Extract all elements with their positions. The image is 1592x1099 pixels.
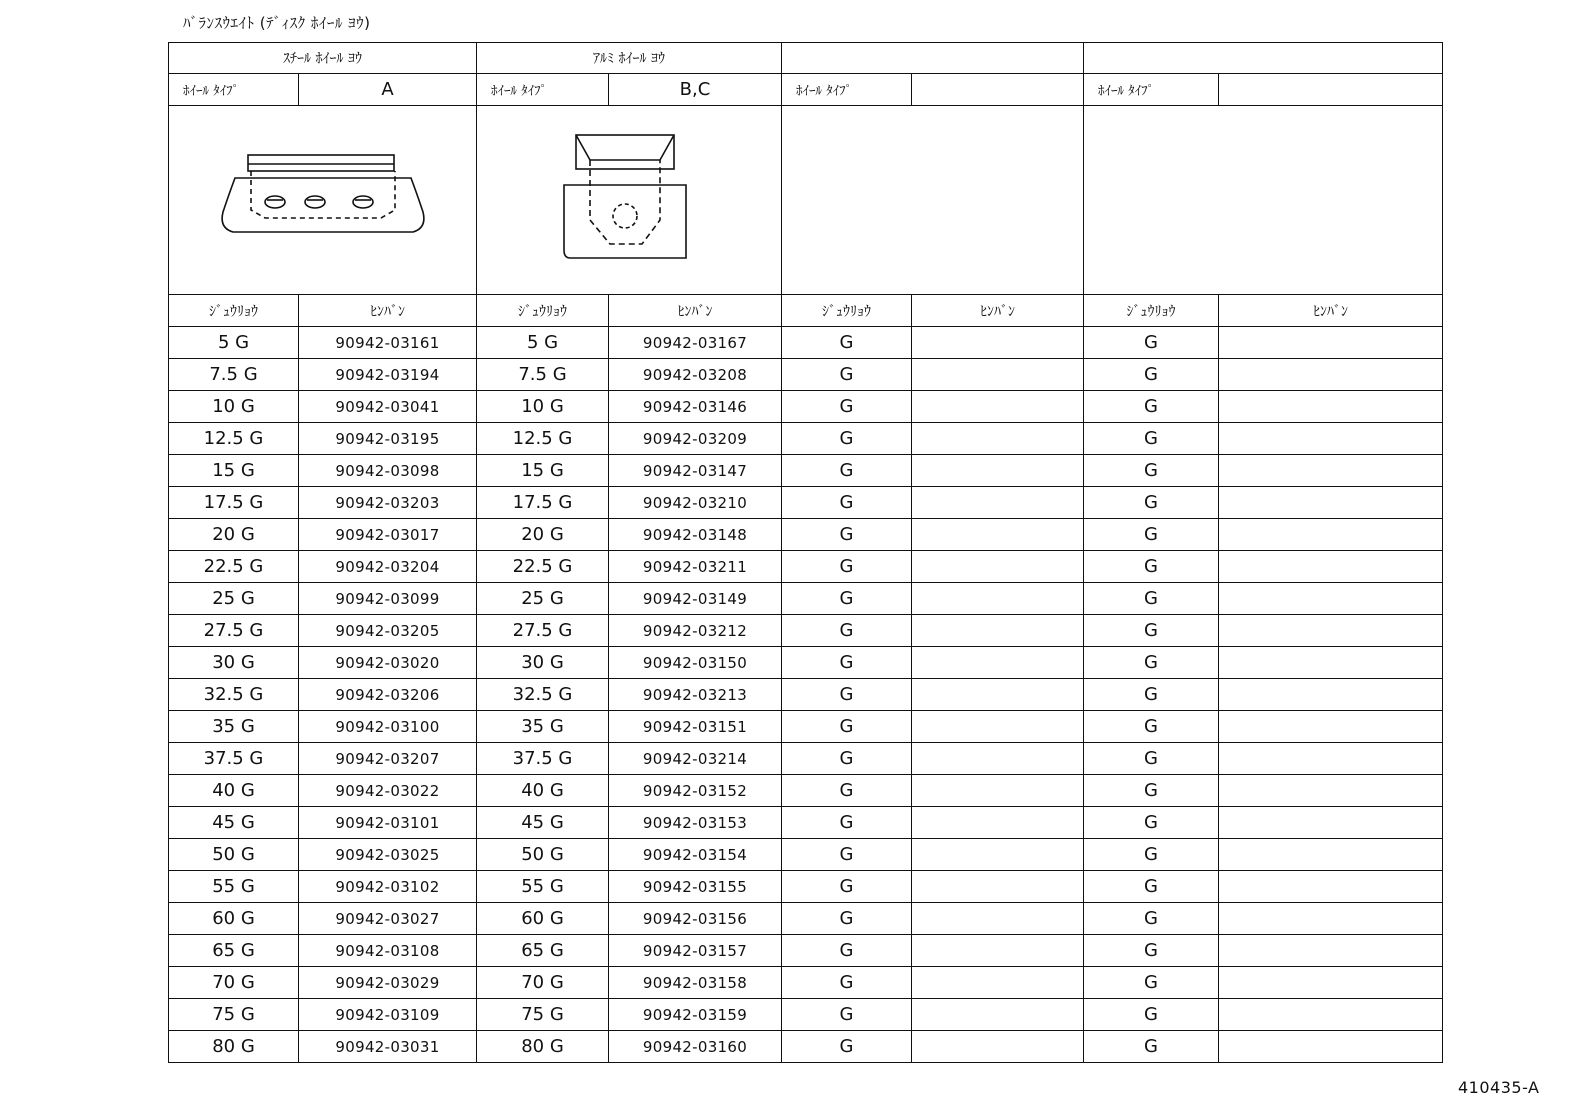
aluminum-weight-cell: 25 G — [477, 583, 609, 615]
aluminum-part-number-cell: 90942-03210 — [609, 487, 782, 519]
steel-weight-cell: 50 G — [169, 839, 299, 871]
group4-part-number-cell — [1219, 615, 1443, 647]
table-row — [169, 423, 1443, 455]
group4-part-number-cell — [1219, 519, 1443, 551]
steel-part-number-cell: 90942-03207 — [299, 743, 477, 775]
steel-part-number-cell: 90942-03206 — [299, 679, 477, 711]
group3-weight-cell: G — [782, 871, 912, 903]
group3-weight-cell: G — [782, 551, 912, 583]
group4-weight-cell: G — [1084, 647, 1219, 679]
group4-weight-cell: G — [1084, 1031, 1219, 1063]
aluminum-weight-cell: 55 G — [477, 871, 609, 903]
group4-part-number-cell — [1219, 391, 1443, 423]
aluminum-weight-cell: 15 G — [477, 455, 609, 487]
column-header-weight: ｼﾞｭｳﾘｮｳ — [782, 295, 912, 327]
table-row — [169, 807, 1443, 839]
group4-weight-cell: G — [1084, 551, 1219, 583]
steel-weight-cell: 30 G — [169, 647, 299, 679]
group4-part-number-cell — [1219, 679, 1443, 711]
steel-part-number-cell: 90942-03017 — [299, 519, 477, 551]
steel-weight-cell: 20 G — [169, 519, 299, 551]
group3-part-number-cell — [912, 871, 1084, 903]
table-row — [169, 743, 1443, 775]
steel-part-number-cell: 90942-03194 — [299, 359, 477, 391]
table-row — [169, 455, 1443, 487]
wheel-type-label: ﾎｲｰﾙ ﾀｲﾌﾟ — [169, 74, 299, 106]
group4-part-number-cell — [1219, 327, 1443, 359]
group4-part-number-cell — [1219, 1031, 1443, 1063]
aluminum-weight-cell: 75 G — [477, 999, 609, 1031]
aluminum-part-number-cell: 90942-03157 — [609, 935, 782, 967]
illustration-cell-3 — [782, 106, 1084, 295]
aluminum-part-number-cell: 90942-03154 — [609, 839, 782, 871]
column-header-part-number: ﾋﾝﾊﾞﾝ — [299, 295, 477, 327]
group3-part-number-cell — [912, 967, 1084, 999]
steel-weight-cell: 22.5 G — [169, 551, 299, 583]
group-header-aluminum: ｱﾙﾐ ﾎｲｰﾙ ﾖｳ — [477, 43, 782, 74]
steel-weight-cell: 75 G — [169, 999, 299, 1031]
table-row — [169, 551, 1443, 583]
group4-part-number-cell — [1219, 743, 1443, 775]
group3-part-number-cell — [912, 487, 1084, 519]
group3-part-number-cell — [912, 807, 1084, 839]
group3-weight-cell: G — [782, 839, 912, 871]
table-row — [169, 711, 1443, 743]
group3-part-number-cell — [912, 679, 1084, 711]
group4-weight-cell: G — [1084, 871, 1219, 903]
aluminum-part-number-cell: 90942-03148 — [609, 519, 782, 551]
group4-weight-cell: G — [1084, 903, 1219, 935]
group3-weight-cell: G — [782, 327, 912, 359]
group4-part-number-cell — [1219, 711, 1443, 743]
steel-weight-cell: 5 G — [169, 327, 299, 359]
group3-part-number-cell — [912, 999, 1084, 1031]
aluminum-weight-cell: 40 G — [477, 775, 609, 807]
table-row — [169, 967, 1443, 999]
steel-weight-cell: 7.5 G — [169, 359, 299, 391]
wheel-type-value — [912, 74, 1084, 106]
group4-part-number-cell — [1219, 967, 1443, 999]
group4-weight-cell: G — [1084, 839, 1219, 871]
aluminum-part-number-cell: 90942-03153 — [609, 807, 782, 839]
group4-weight-cell: G — [1084, 743, 1219, 775]
aluminum-weight-cell: 32.5 G — [477, 679, 609, 711]
aluminum-weight-cell: 17.5 G — [477, 487, 609, 519]
steel-weight-cell: 55 G — [169, 871, 299, 903]
aluminum-part-number-cell: 90942-03152 — [609, 775, 782, 807]
document-code: 410435-A — [1458, 1078, 1540, 1097]
aluminum-part-number-cell: 90942-03211 — [609, 551, 782, 583]
aluminum-weight-cell: 7.5 G — [477, 359, 609, 391]
column-header-part-number: ﾋﾝﾊﾞﾝ — [609, 295, 782, 327]
steel-weight-cell: 32.5 G — [169, 679, 299, 711]
table-row — [169, 583, 1443, 615]
group3-part-number-cell — [912, 391, 1084, 423]
aluminum-part-number-cell: 90942-03150 — [609, 647, 782, 679]
group3-weight-cell: G — [782, 807, 912, 839]
group-header-4 — [1084, 43, 1443, 74]
aluminum-part-number-cell: 90942-03146 — [609, 391, 782, 423]
steel-weight-cell: 35 G — [169, 711, 299, 743]
group4-weight-cell: G — [1084, 775, 1219, 807]
steel-part-number-cell: 90942-03203 — [299, 487, 477, 519]
wheel-type-value: B,C — [609, 74, 782, 106]
steel-weight-cell: 80 G — [169, 1031, 299, 1063]
balance-weight-table — [168, 42, 1443, 1063]
group3-weight-cell: G — [782, 711, 912, 743]
table-row — [169, 903, 1443, 935]
group-header-row — [169, 43, 1443, 74]
group3-part-number-cell — [912, 519, 1084, 551]
group4-part-number-cell — [1219, 935, 1443, 967]
table-row — [169, 327, 1443, 359]
table-row — [169, 615, 1443, 647]
steel-part-number-cell: 90942-03101 — [299, 807, 477, 839]
group3-part-number-cell — [912, 359, 1084, 391]
illustration-cell-4 — [1084, 106, 1443, 295]
table-row — [169, 935, 1443, 967]
aluminum-weight-cell: 80 G — [477, 1031, 609, 1063]
steel-part-number-cell: 90942-03204 — [299, 551, 477, 583]
group3-part-number-cell — [912, 711, 1084, 743]
wheel-type-value — [1219, 74, 1443, 106]
aluminum-weight-cell: 30 G — [477, 647, 609, 679]
group3-weight-cell: G — [782, 359, 912, 391]
table-row — [169, 839, 1443, 871]
group3-part-number-cell — [912, 903, 1084, 935]
table-row — [169, 487, 1443, 519]
group4-part-number-cell — [1219, 807, 1443, 839]
aluminum-part-number-cell: 90942-03159 — [609, 999, 782, 1031]
group4-weight-cell: G — [1084, 455, 1219, 487]
group3-part-number-cell — [912, 615, 1084, 647]
group4-weight-cell: G — [1084, 487, 1219, 519]
aluminum-part-number-cell: 90942-03209 — [609, 423, 782, 455]
group3-weight-cell: G — [782, 455, 912, 487]
steel-part-number-cell: 90942-03020 — [299, 647, 477, 679]
wheel-type-label: ﾎｲｰﾙ ﾀｲﾌﾟ — [1084, 74, 1219, 106]
aluminum-part-number-cell: 90942-03147 — [609, 455, 782, 487]
table-row — [169, 1031, 1443, 1063]
wheel-type-label: ﾎｲｰﾙ ﾀｲﾌﾟ — [782, 74, 912, 106]
group4-weight-cell: G — [1084, 359, 1219, 391]
table-row — [169, 679, 1443, 711]
column-header-weight: ｼﾞｭｳﾘｮｳ — [477, 295, 609, 327]
steel-weight-cell: 60 G — [169, 903, 299, 935]
table-row — [169, 999, 1443, 1031]
group4-weight-cell: G — [1084, 679, 1219, 711]
group4-weight-cell: G — [1084, 999, 1219, 1031]
aluminum-weight-illustration-cell — [477, 106, 782, 295]
group3-weight-cell: G — [782, 743, 912, 775]
aluminum-weight-cell: 10 G — [477, 391, 609, 423]
group4-part-number-cell — [1219, 487, 1443, 519]
group4-part-number-cell — [1219, 423, 1443, 455]
steel-weight-cell: 37.5 G — [169, 743, 299, 775]
group3-part-number-cell — [912, 455, 1084, 487]
steel-weight-cell: 10 G — [169, 391, 299, 423]
aluminum-weight-cell: 5 G — [477, 327, 609, 359]
group3-weight-cell: G — [782, 615, 912, 647]
group4-part-number-cell — [1219, 455, 1443, 487]
group3-weight-cell: G — [782, 935, 912, 967]
table-row — [169, 647, 1443, 679]
group4-weight-cell: G — [1084, 935, 1219, 967]
group3-part-number-cell — [912, 327, 1084, 359]
group3-part-number-cell — [912, 775, 1084, 807]
steel-part-number-cell: 90942-03195 — [299, 423, 477, 455]
group3-weight-cell: G — [782, 519, 912, 551]
group3-weight-cell: G — [782, 647, 912, 679]
group3-weight-cell: G — [782, 967, 912, 999]
wheel-type-row — [169, 74, 1443, 106]
group3-weight-cell: G — [782, 423, 912, 455]
aluminum-part-number-cell: 90942-03160 — [609, 1031, 782, 1063]
group4-part-number-cell — [1219, 583, 1443, 615]
steel-weight-cell: 65 G — [169, 935, 299, 967]
aluminum-weight-cell: 27.5 G — [477, 615, 609, 647]
group3-weight-cell: G — [782, 679, 912, 711]
steel-weight-cell: 12.5 G — [169, 423, 299, 455]
aluminum-part-number-cell: 90942-03151 — [609, 711, 782, 743]
group4-part-number-cell — [1219, 775, 1443, 807]
steel-weight-cell: 45 G — [169, 807, 299, 839]
group4-weight-cell: G — [1084, 423, 1219, 455]
group3-weight-cell: G — [782, 487, 912, 519]
column-header-weight: ｼﾞｭｳﾘｮｳ — [1084, 295, 1219, 327]
table-row — [169, 391, 1443, 423]
steel-part-number-cell: 90942-03098 — [299, 455, 477, 487]
aluminum-part-number-cell: 90942-03155 — [609, 871, 782, 903]
steel-weight-illustration-cell — [169, 106, 477, 295]
steel-part-number-cell: 90942-03161 — [299, 327, 477, 359]
steel-part-number-cell: 90942-03100 — [299, 711, 477, 743]
group3-part-number-cell — [912, 551, 1084, 583]
wheel-type-value: A — [299, 74, 477, 106]
steel-weight-cell: 25 G — [169, 583, 299, 615]
group3-weight-cell: G — [782, 391, 912, 423]
table-row — [169, 775, 1443, 807]
steel-part-number-cell: 90942-03041 — [299, 391, 477, 423]
aluminum-part-number-cell: 90942-03208 — [609, 359, 782, 391]
aluminum-part-number-cell: 90942-03213 — [609, 679, 782, 711]
aluminum-weight-cell: 22.5 G — [477, 551, 609, 583]
aluminum-weight-cell: 70 G — [477, 967, 609, 999]
steel-part-number-cell: 90942-03027 — [299, 903, 477, 935]
aluminum-weight-cell: 65 G — [477, 935, 609, 967]
steel-part-number-cell: 90942-03109 — [299, 999, 477, 1031]
page-title: ﾊﾞﾗﾝｽｳｴｲﾄ (ﾃﾞｨｽｸ ﾎｲｰﾙ ﾖｳ) — [183, 14, 371, 32]
illustration-row — [169, 106, 1443, 295]
steel-part-number-cell: 90942-03031 — [299, 1031, 477, 1063]
group4-weight-cell: G — [1084, 391, 1219, 423]
group3-part-number-cell — [912, 423, 1084, 455]
group4-weight-cell: G — [1084, 807, 1219, 839]
steel-weight-cell: 15 G — [169, 455, 299, 487]
column-header-row — [169, 295, 1443, 327]
group3-weight-cell: G — [782, 583, 912, 615]
group4-part-number-cell — [1219, 903, 1443, 935]
group4-part-number-cell — [1219, 647, 1443, 679]
table-row — [169, 871, 1443, 903]
group3-part-number-cell — [912, 583, 1084, 615]
steel-clip-weight-illustration — [213, 150, 433, 250]
steel-part-number-cell: 90942-03102 — [299, 871, 477, 903]
aluminum-part-number-cell: 90942-03167 — [609, 327, 782, 359]
steel-part-number-cell: 90942-03029 — [299, 967, 477, 999]
aluminum-part-number-cell: 90942-03214 — [609, 743, 782, 775]
group3-weight-cell: G — [782, 999, 912, 1031]
column-header-part-number: ﾋﾝﾊﾞﾝ — [1219, 295, 1443, 327]
group3-part-number-cell — [912, 839, 1084, 871]
aluminum-weight-cell: 35 G — [477, 711, 609, 743]
group3-part-number-cell — [912, 1031, 1084, 1063]
group3-part-number-cell — [912, 647, 1084, 679]
wheel-type-label: ﾎｲｰﾙ ﾀｲﾌﾟ — [477, 74, 609, 106]
group3-weight-cell: G — [782, 775, 912, 807]
group3-part-number-cell — [912, 935, 1084, 967]
table-row — [169, 519, 1443, 551]
group4-part-number-cell — [1219, 551, 1443, 583]
group4-weight-cell: G — [1084, 967, 1219, 999]
steel-part-number-cell: 90942-03099 — [299, 583, 477, 615]
steel-weight-cell: 17.5 G — [169, 487, 299, 519]
steel-weight-cell: 27.5 G — [169, 615, 299, 647]
steel-part-number-cell: 90942-03022 — [299, 775, 477, 807]
aluminum-weight-cell: 20 G — [477, 519, 609, 551]
group4-part-number-cell — [1219, 839, 1443, 871]
group4-weight-cell: G — [1084, 615, 1219, 647]
group3-part-number-cell — [912, 743, 1084, 775]
aluminum-part-number-cell: 90942-03149 — [609, 583, 782, 615]
aluminum-weight-cell: 60 G — [477, 903, 609, 935]
group-header-3 — [782, 43, 1084, 74]
aluminum-adhesive-weight-illustration — [554, 130, 704, 270]
column-header-weight: ｼﾞｭｳﾘｮｳ — [169, 295, 299, 327]
aluminum-weight-cell: 37.5 G — [477, 743, 609, 775]
steel-part-number-cell: 90942-03205 — [299, 615, 477, 647]
group4-weight-cell: G — [1084, 711, 1219, 743]
group3-weight-cell: G — [782, 1031, 912, 1063]
aluminum-weight-cell: 45 G — [477, 807, 609, 839]
aluminum-weight-cell: 50 G — [477, 839, 609, 871]
steel-part-number-cell: 90942-03108 — [299, 935, 477, 967]
steel-weight-cell: 40 G — [169, 775, 299, 807]
group4-weight-cell: G — [1084, 519, 1219, 551]
group4-weight-cell: G — [1084, 327, 1219, 359]
aluminum-part-number-cell: 90942-03158 — [609, 967, 782, 999]
group4-part-number-cell — [1219, 871, 1443, 903]
steel-weight-cell: 70 G — [169, 967, 299, 999]
aluminum-part-number-cell: 90942-03212 — [609, 615, 782, 647]
group-header-steel: ｽﾁｰﾙ ﾎｲｰﾙ ﾖｳ — [169, 43, 477, 74]
aluminum-part-number-cell: 90942-03156 — [609, 903, 782, 935]
group4-part-number-cell — [1219, 359, 1443, 391]
aluminum-weight-cell: 12.5 G — [477, 423, 609, 455]
group4-weight-cell: G — [1084, 583, 1219, 615]
steel-part-number-cell: 90942-03025 — [299, 839, 477, 871]
group4-part-number-cell — [1219, 999, 1443, 1031]
group3-weight-cell: G — [782, 903, 912, 935]
table-row — [169, 359, 1443, 391]
column-header-part-number: ﾋﾝﾊﾞﾝ — [912, 295, 1084, 327]
